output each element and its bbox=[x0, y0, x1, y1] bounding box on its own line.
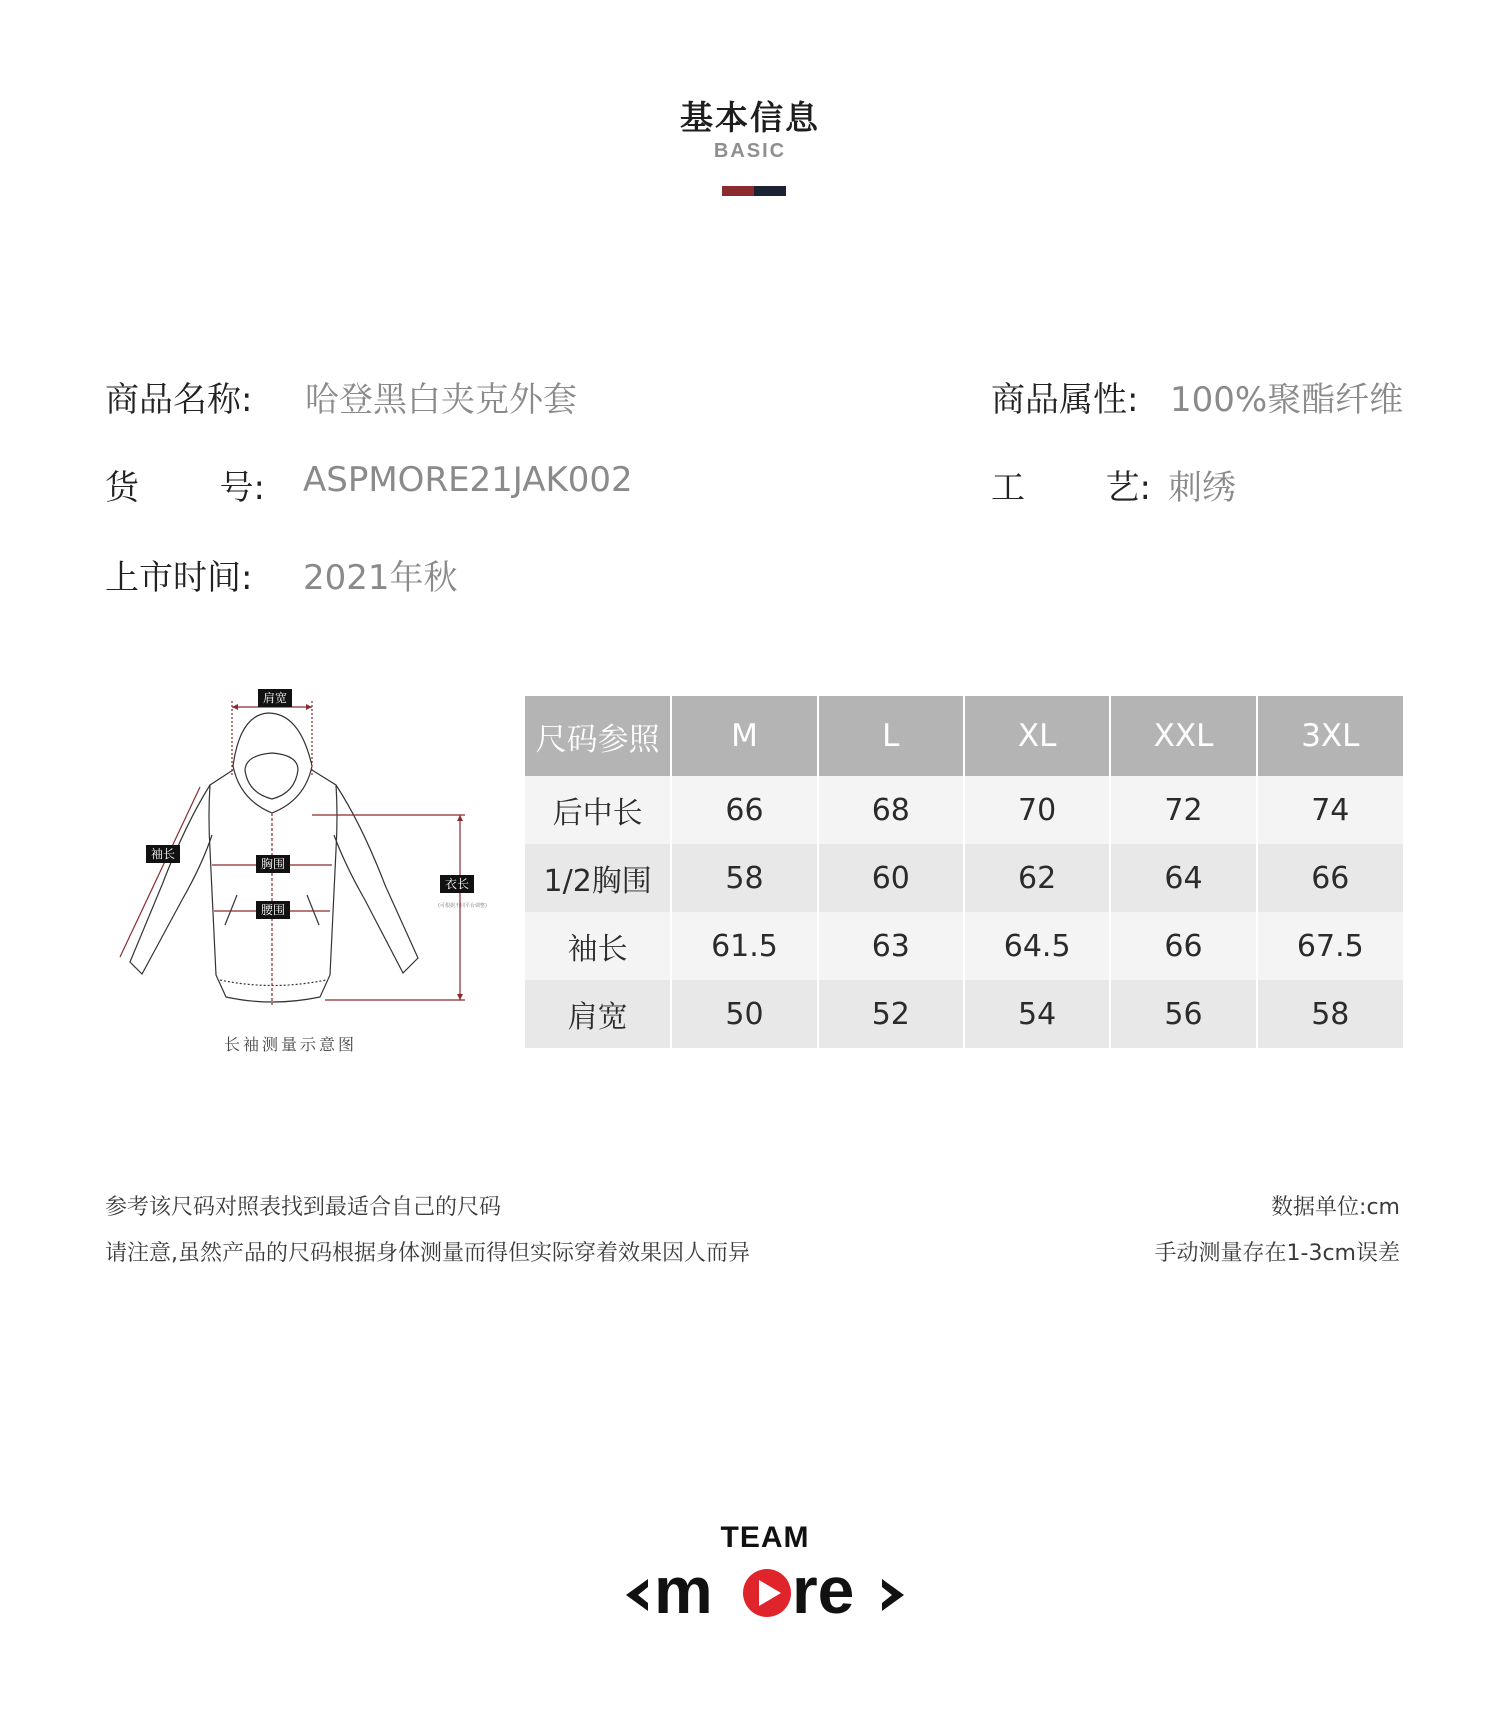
table-cell: 后中长 bbox=[525, 776, 671, 844]
table-header-row bbox=[525, 696, 1403, 776]
note-right-2: 手动测量存在1-3cm误差 bbox=[1154, 1241, 1400, 1266]
table-cell: 74 bbox=[1257, 776, 1403, 844]
table-cell: 62 bbox=[964, 844, 1110, 912]
table-header-cell: 3XL bbox=[1257, 696, 1403, 776]
table-cell: 64 bbox=[1110, 844, 1256, 912]
product-attr-value: 100%聚酯纤维 bbox=[1170, 380, 1404, 420]
measurement-diagram bbox=[100, 675, 510, 1055]
page-title: 基本信息 bbox=[680, 98, 820, 137]
table-cell: 58 bbox=[1257, 980, 1403, 1048]
table-header-cell: XXL bbox=[1110, 696, 1256, 776]
table-cell: 67.5 bbox=[1257, 912, 1403, 980]
diagram-caption: 长袖测量示意图 bbox=[224, 1035, 358, 1054]
table-cell: 66 bbox=[1257, 844, 1403, 912]
table-cell: 50 bbox=[671, 980, 817, 1048]
sku-label bbox=[105, 460, 265, 509]
tag-sleeve: 袖长 bbox=[146, 845, 180, 863]
table-cell: 52 bbox=[818, 980, 964, 1048]
team-more-logo bbox=[620, 1515, 910, 1625]
table-cell: 1/2胸围 bbox=[525, 844, 671, 912]
table-header-cell: L bbox=[818, 696, 964, 776]
craft-label-part: 工 bbox=[991, 468, 1025, 508]
table-header-cell: M bbox=[671, 696, 817, 776]
release-date-value: 2021年秋 bbox=[303, 558, 458, 598]
table-cell: 66 bbox=[1110, 912, 1256, 980]
table-cell: 63 bbox=[818, 912, 964, 980]
table-cell: 54 bbox=[964, 980, 1110, 1048]
table-cell: 68 bbox=[818, 776, 964, 844]
tag-shoulder: 肩宽 bbox=[258, 689, 292, 707]
diagram-note: (可根据不同平台调整) bbox=[438, 903, 487, 909]
table-cell: 袖长 bbox=[525, 912, 671, 980]
tag-waist: 腰围 bbox=[256, 901, 290, 919]
note-right-1: 数据单位:cm bbox=[1271, 1195, 1400, 1220]
sku-value: ASPMORE21JAK002 bbox=[303, 460, 633, 500]
table-cell: 60 bbox=[818, 844, 964, 912]
table-row bbox=[525, 912, 1403, 980]
tag-chest: 胸围 bbox=[256, 855, 290, 873]
sku-label-part: 号: bbox=[219, 468, 265, 508]
product-name-value: 哈登黑白夹克外套 bbox=[305, 380, 577, 420]
table-row bbox=[525, 980, 1403, 1048]
craft-label-part: 艺: bbox=[1105, 468, 1151, 508]
note-left-2: 请注意,虽然产品的尺码根据身体测量而得但实际穿着效果因人而异 bbox=[105, 1241, 750, 1266]
table-header-cell: XL bbox=[964, 696, 1110, 776]
table-row bbox=[525, 776, 1403, 844]
size-table bbox=[525, 696, 1403, 1048]
table-cell: 58 bbox=[671, 844, 817, 912]
table-cell: 肩宽 bbox=[525, 980, 671, 1048]
table-row bbox=[525, 844, 1403, 912]
svg-text:TEAM: TEAM bbox=[720, 1521, 810, 1554]
table-cell: 72 bbox=[1110, 776, 1256, 844]
product-attr-label: 商品属性: bbox=[991, 380, 1139, 420]
table-cell: 56 bbox=[1110, 980, 1256, 1048]
svg-text:re: re bbox=[792, 1553, 855, 1625]
craft-value: 刺绣 bbox=[1168, 468, 1236, 508]
table-cell: 66 bbox=[671, 776, 817, 844]
release-date-label: 上市时间: bbox=[105, 558, 253, 598]
table-header-cell: 尺码参照 bbox=[525, 696, 671, 776]
sku-label-part: 货 bbox=[105, 468, 139, 508]
accent-bar-navy bbox=[754, 186, 786, 196]
craft-label bbox=[991, 460, 1151, 509]
product-name-label: 商品名称: bbox=[105, 380, 253, 420]
accent-bar-red bbox=[722, 186, 754, 196]
jacket-outline-icon bbox=[100, 675, 510, 1055]
table-cell: 61.5 bbox=[671, 912, 817, 980]
table-cell: 64.5 bbox=[964, 912, 1110, 980]
svg-text:m: m bbox=[654, 1553, 713, 1625]
team-more-logo-graphic bbox=[620, 1515, 910, 1625]
table-cell: 70 bbox=[964, 776, 1110, 844]
note-left-1: 参考该尺码对照表找到最适合自己的尺码 bbox=[105, 1195, 502, 1220]
tag-length: 衣长 bbox=[440, 875, 474, 893]
page-subtitle: BASIC bbox=[713, 140, 787, 162]
